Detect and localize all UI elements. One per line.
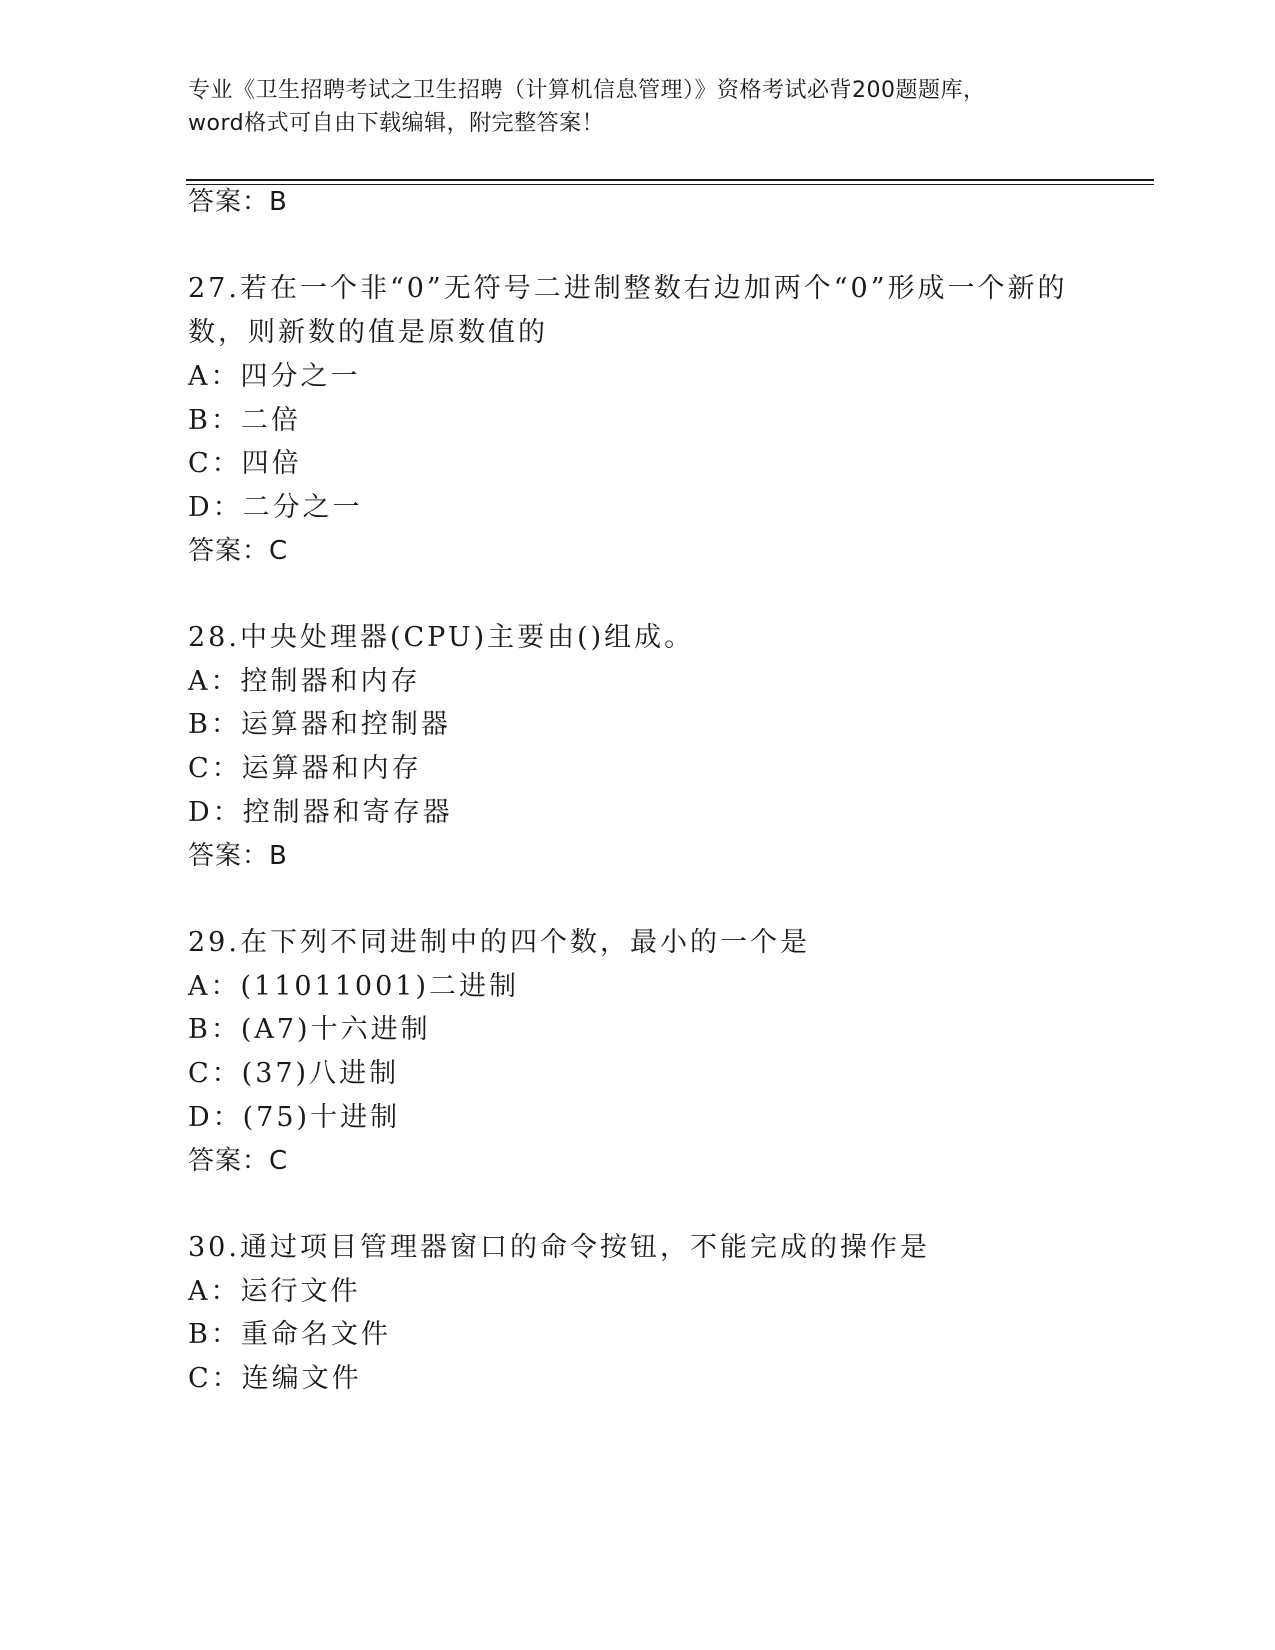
header-divider-thick: [186, 179, 1154, 181]
header-divider-thin: [186, 184, 1154, 185]
q29-option-b: B：(A7)十六进制: [188, 1014, 431, 1045]
q28-answer: 答案：B: [188, 841, 288, 871]
q27-stem-line-2: 数，则新数的值是原数值的: [188, 317, 548, 348]
q30-option-c: C：连编文件: [188, 1363, 362, 1394]
q28-option-a: A：控制器和内存: [188, 666, 421, 697]
q27-option-d: D：二分之一: [188, 492, 363, 523]
answer-previous: 答案：B: [188, 187, 288, 217]
q29-answer: 答案：C: [188, 1146, 289, 1176]
q30-stem: 30.通过项目管理器窗口的命令按钮，不能完成的操作是: [188, 1232, 930, 1263]
q29-option-d: D：(75)十进制: [188, 1102, 401, 1133]
q27-option-a: A：四分之一: [188, 361, 361, 392]
q30-option-b: B：重命名文件: [188, 1319, 391, 1350]
header-line-2: word格式可自由下载编辑，附完整答案！: [188, 111, 605, 136]
q30-option-a: A：运行文件: [188, 1276, 361, 1307]
q27-option-b: B：二倍: [188, 405, 301, 436]
q27-answer: 答案：C: [188, 536, 289, 566]
document-header: [188, 74, 1088, 140]
q29-option-a: A：(11011001)二进制: [188, 971, 519, 1002]
q29-stem: 29.在下列不同进制中的四个数，最小的一个是: [188, 927, 810, 958]
q27-stem-line-1: 27.若在一个非“0”无符号二进制整数右边加两个“0”形成一个新的: [188, 273, 1068, 304]
q27-option-c: C：四倍: [188, 448, 302, 479]
q29-option-c: C：(37)八进制: [188, 1058, 400, 1089]
q28-option-b: B：运算器和控制器: [188, 709, 451, 740]
header-line-1: 专业《卫生招聘考试之卫生招聘（计算机信息管理）》资格考试必背200题题库，: [188, 78, 986, 103]
q28-option-d: D：控制器和寄存器: [188, 797, 453, 828]
q28-option-c: C：运算器和内存: [188, 753, 422, 784]
q28-stem: 28.中央处理器(CPU)主要由()组成。: [188, 622, 695, 653]
